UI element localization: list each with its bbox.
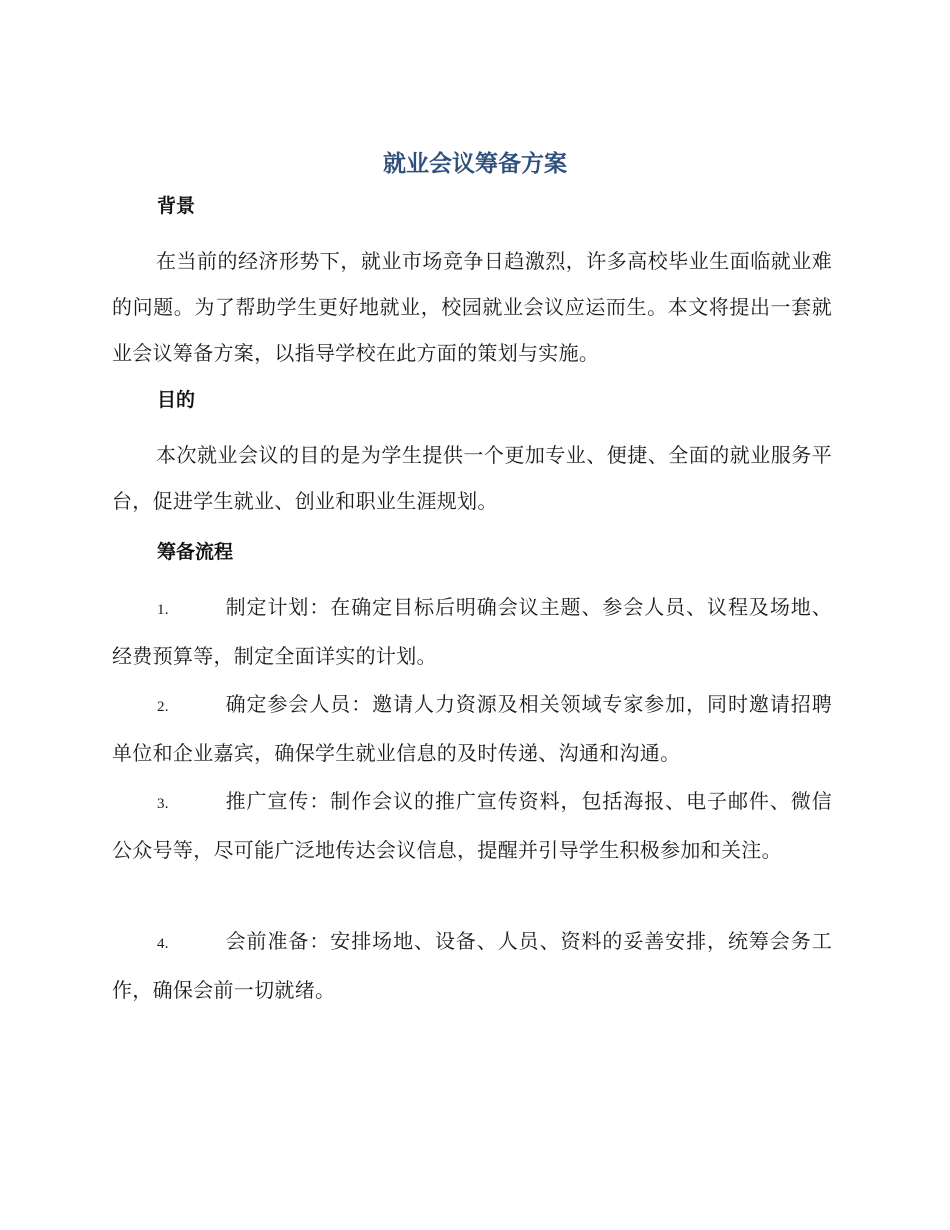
list-item xyxy=(112,918,832,1013)
paragraph-background: 在当前的经济形势下，就业市场竞争日趋激烈，许多高校毕业生面临就业难的问题。为了帮助学生更好地就业，校园就业会议应运而生。本文将提出一套就业会议筹备方案，以指导学校在此方面的策划与实施。 xyxy=(112,249,832,365)
section-heading-background: 背景 xyxy=(157,195,196,217)
list-item-text: 制定计划：在确定目标后明确会议主题、参会人员、议程及场地、经费预算等，制定全面详实的计划。 xyxy=(112,595,832,668)
list-item-text: 确定参会人员：邀请人力资源及相关领域专家参加，同时邀请招聘单位和企业嘉宾，确保学生就业信息的及时传递、沟通和沟通。 xyxy=(112,692,832,765)
list-item-text: 推广宣传：制作会议的推广宣传资料，包括海报、电子邮件、微信公众号等，尽可能广泛地传达会议信息，提醒并引导学生积极参加和关注。 xyxy=(112,789,832,862)
list-item xyxy=(112,778,832,873)
list-item xyxy=(112,681,832,776)
list-item xyxy=(112,584,832,679)
list-item-number: 2. xyxy=(157,699,169,715)
list-item-text: 会前准备：安排场地、设备、人员、资料的妥善安排，统筹会务工作，确保会前一切就绪。 xyxy=(112,929,832,1002)
section-heading-process: 筹备流程 xyxy=(157,541,234,563)
document-title: 就业会议筹备方案 xyxy=(383,151,567,177)
section-heading-purpose: 目的 xyxy=(157,389,196,411)
paragraph-purpose: 本次就业会议的目的是为学生提供一个更加专业、便捷、全面的就业服务平台，促进学生就业、创业和职业生涯规划。 xyxy=(112,443,832,513)
list-item-number: 1. xyxy=(157,602,169,618)
list-item-number: 3. xyxy=(157,796,169,812)
list-item-number: 4. xyxy=(157,936,169,952)
